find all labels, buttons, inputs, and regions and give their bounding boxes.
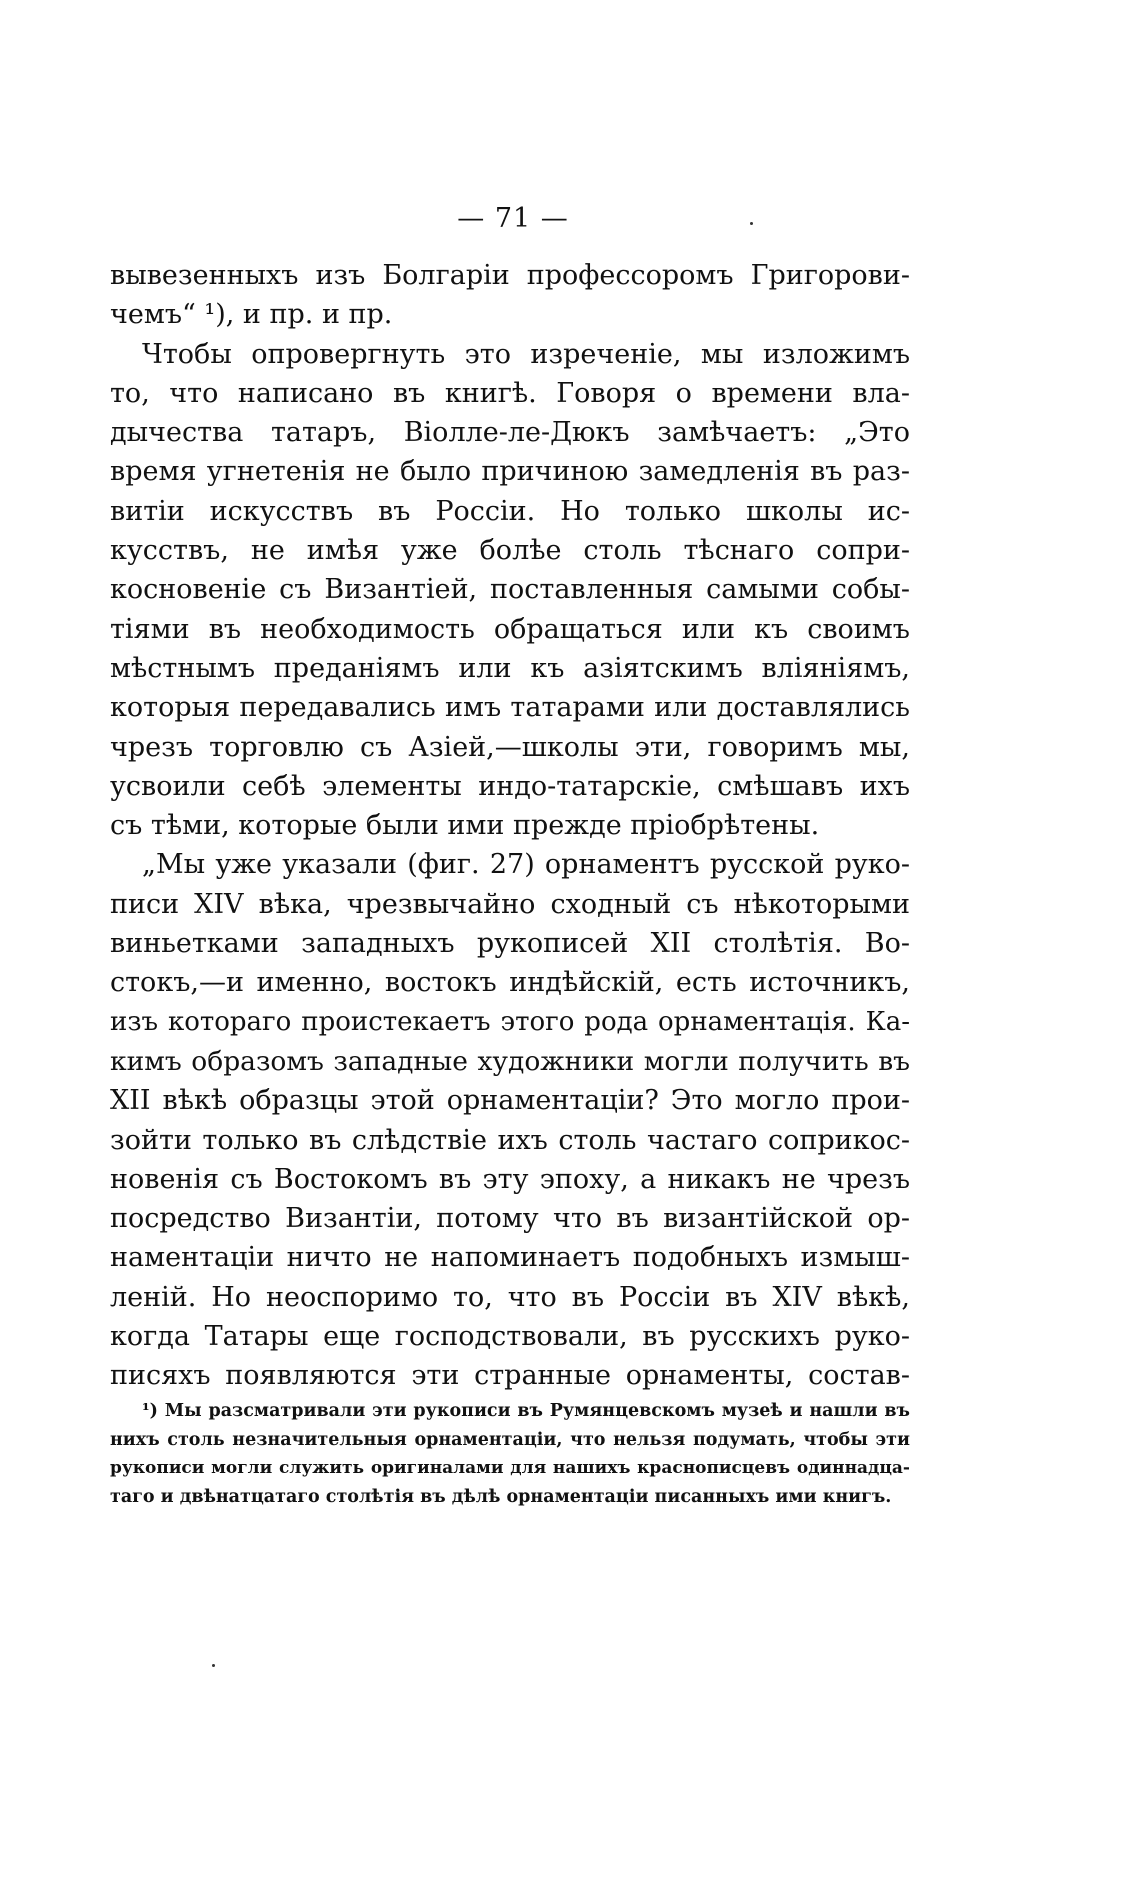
body-line: XII вѣкѣ образцы этой орнаментаціи? Это могло прои- bbox=[110, 1085, 910, 1117]
scan-speck bbox=[750, 222, 753, 225]
footnote-line: рукописи могли служить оригиналами для нашихъ краснописцевъ одиннадца- bbox=[110, 1458, 910, 1478]
body-line: когда Татары еще господствовали, въ русскихъ руко- bbox=[110, 1321, 910, 1353]
body-line: косновеніе съ Византіей, поставленныя самыми собы- bbox=[110, 574, 910, 606]
body-line: кусствъ, не имѣя уже болѣе столь тѣснаго сопри- bbox=[110, 535, 910, 567]
body-line: тіями въ необходимость обращаться или къ своимъ bbox=[110, 613, 910, 645]
footnote-line: таго и двѣнатцатаго столѣтія въ дѣлѣ орнаментаціи писанныхъ ими книгъ. bbox=[110, 1486, 892, 1507]
body-line: наментаціи ничто не напоминаетъ подобныхъ измыш- bbox=[110, 1242, 910, 1274]
body-line: время угнетенія не было причиною замедленія въ раз- bbox=[110, 456, 910, 488]
body-line: виньетками западныхъ рукописей XII столѣтія. Во- bbox=[110, 928, 910, 960]
footnote-line: ¹) Мы разсматривали эти рукописи въ Румянцевскомъ музеѣ и нашли въ bbox=[142, 1401, 910, 1421]
body-line: вывезенныхъ изъ Болгаріи профессоромъ Григорови- bbox=[110, 260, 910, 291]
body-line: съ тѣми, которые были ими прежде пріобрѣтены. bbox=[110, 810, 820, 842]
footnote bbox=[110, 1397, 910, 1511]
body-line: чрезъ торговлю съ Азіей,—школы эти, говоримъ мы, bbox=[110, 731, 910, 763]
body-line: „Мы уже указали (фиг. 27) орнаментъ русской руко- bbox=[142, 849, 910, 881]
body-line: леній. Но неоспоримо то, что въ Россіи въ XIV вѣкѣ, bbox=[110, 1281, 910, 1313]
body-line: то, что написано въ книгѣ. Говоря о времени вла- bbox=[110, 377, 910, 409]
body-line: которыя передавались имъ татарами или доставлялись bbox=[110, 692, 910, 724]
body-line: чемъ“ ¹), и пр. и пр. bbox=[110, 299, 393, 331]
body-line: Чтобы опровергнуть это изреченіе, мы изложимъ bbox=[142, 338, 910, 370]
body-line: зойти только въ слѣдствіе ихъ столь частаго соприкос- bbox=[110, 1124, 910, 1156]
body-line: посредство Византіи, потому что въ византійской ор- bbox=[110, 1203, 910, 1235]
body-line: кимъ образомъ западные художники могли получить въ bbox=[110, 1045, 910, 1077]
body-line: изъ котораго проистекаетъ этого рода орнаментація. Ка- bbox=[110, 1006, 910, 1037]
footnote-line: нихъ столь незначительныя орнаментаціи, что нельзя подумать, чтобы эти bbox=[110, 1429, 910, 1450]
body-line: мѣстнымъ преданіямъ или къ азіятскимъ вліяніямъ, bbox=[110, 652, 910, 684]
body-line: писяхъ появляются эти странные орнаменты, состав- bbox=[110, 1360, 910, 1392]
body-text bbox=[110, 256, 910, 1396]
body-line: дычества татаръ, Віолле-ле-Дюкъ замѣчаетъ: „Это bbox=[110, 417, 910, 449]
body-line: витіи искусствъ въ Россіи. Но только школы ис- bbox=[110, 495, 910, 527]
page-number: — 71 — bbox=[457, 203, 569, 234]
body-line: стокъ,—и именно, востокъ индѣйскій, есть источникъ, bbox=[110, 967, 910, 999]
body-line: писи XIV вѣка, чрезвычайно сходный съ нѣкоторыми bbox=[110, 888, 910, 920]
scan-speck bbox=[212, 1664, 215, 1667]
body-line: новенія съ Востокомъ въ эту эпоху, а никакъ не чрезъ bbox=[110, 1163, 910, 1195]
body-line: усвоили себѣ элементы индо-татарскіе, смѣшавъ ихъ bbox=[110, 770, 910, 802]
